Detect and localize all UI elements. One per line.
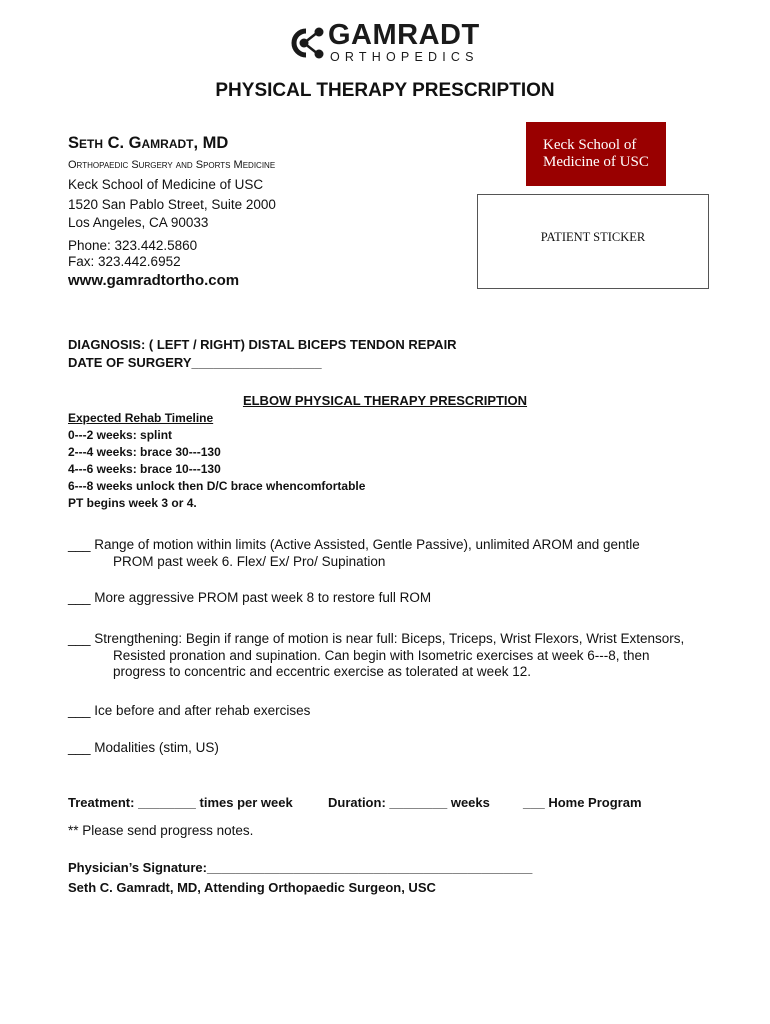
page-title: PHYSICAL THERAPY PRESCRIPTION xyxy=(215,80,555,101)
timeline-heading: Expected Rehab Timeline xyxy=(68,411,214,425)
item-text: Modalities (stim, US) xyxy=(94,740,219,755)
doctor-name: Seth C. Gamradt, MD xyxy=(68,134,229,152)
item-checkbox-blank[interactable]: ___ xyxy=(68,703,91,718)
progress-note: ** Please send progress notes. xyxy=(68,823,254,838)
keck-logo-line2: Medicine of USC xyxy=(543,154,649,170)
diagnosis: DIAGNOSIS: ( LEFT / RIGHT) DISTAL BICEPS TENDON REPAIR xyxy=(68,337,457,352)
timeline-item: 6---8 weeks unlock then D/C brace whencomfortable xyxy=(68,479,366,493)
timeline-item: 0---2 weeks: splint xyxy=(68,428,173,442)
duration-field[interactable]: Duration: ________ weeks xyxy=(328,795,490,810)
school-name: Keck School of Medicine of USC xyxy=(68,177,264,192)
signer-name: Seth C. Gamradt, MD, Attending Orthopaedic Surgeon, USC xyxy=(68,880,436,895)
item-text-cont: Resisted pronation and supination. Can begin with Isometric exercises at week 6---8, then xyxy=(113,647,650,663)
item-text-cont: progress to concentric and eccentric exercise as tolerated at week 12. xyxy=(113,664,531,679)
patient-sticker-label: PATIENT STICKER xyxy=(540,230,646,244)
item-aggressive-prom xyxy=(68,590,431,607)
item-range-of-motion xyxy=(68,537,640,570)
item-text: Ice before and after rehab exercises xyxy=(94,703,311,718)
date-of-surgery-field[interactable]: DATE OF SURGERY__________________ xyxy=(68,355,322,370)
city-address: Los Angeles, CA 90033 xyxy=(68,215,209,230)
molecule-c-icon xyxy=(286,22,328,64)
item-text-cont: PROM past week 6. Flex/ Ex/ Pro/ Supination xyxy=(113,553,386,569)
logo-name: GAMRADT xyxy=(328,19,480,51)
street-address: 1520 San Pablo Street, Suite 2000 xyxy=(68,197,276,212)
treatment-frequency-field[interactable]: Treatment: ________ times per week xyxy=(68,795,293,810)
item-checkbox-blank[interactable]: ___ xyxy=(68,590,91,605)
section-title: ELBOW PHYSICAL THERAPY PRESCRIPTION xyxy=(242,393,528,408)
keck-logo-line1: Keck School of xyxy=(543,137,637,153)
phone-number: Phone: 323.442.5860 xyxy=(68,238,198,253)
home-program-blank[interactable]: ___ xyxy=(523,795,545,810)
item-ice xyxy=(68,703,310,720)
item-checkbox-blank[interactable]: ___ xyxy=(68,740,91,755)
item-text: Range of motion within limits (Active Assisted, Gentle Passive), unlimited AROM and gentle xyxy=(94,537,640,552)
item-checkbox-blank[interactable]: ___ xyxy=(68,537,91,552)
patient-sticker-box xyxy=(477,194,709,289)
website-link[interactable]: www.gamradtortho.com xyxy=(68,272,240,289)
home-program-label: Home Program xyxy=(548,795,642,810)
keck-logo xyxy=(526,122,666,186)
item-strengthening xyxy=(68,631,684,681)
fax-number: Fax: 323.442.6952 xyxy=(68,254,181,269)
timeline-item: 2---4 weeks: brace 30---130 xyxy=(68,445,221,459)
doctor-specialty: Orthopaedic Surgery and Sports Medicine xyxy=(68,159,276,171)
signature-field[interactable]: Physician’s Signature:_____________________________________________ xyxy=(68,860,533,875)
item-checkbox-blank[interactable]: ___ xyxy=(68,631,91,646)
timeline-item: PT begins week 3 or 4. xyxy=(68,496,197,510)
item-text: Strengthening: Begin if range of motion is near full: Biceps, Triceps, Wrist Flexors, Wrist Extensors, xyxy=(94,631,685,646)
logo-subtitle: ORTHOPEDICS xyxy=(330,50,479,64)
item-modalities xyxy=(68,740,219,757)
timeline-item: 4---6 weeks: brace 10---130 xyxy=(68,462,221,476)
item-text: More aggressive PROM past week 8 to restore full ROM xyxy=(94,590,432,605)
home-program-option[interactable] xyxy=(523,795,642,810)
rehab-timeline xyxy=(68,410,365,512)
